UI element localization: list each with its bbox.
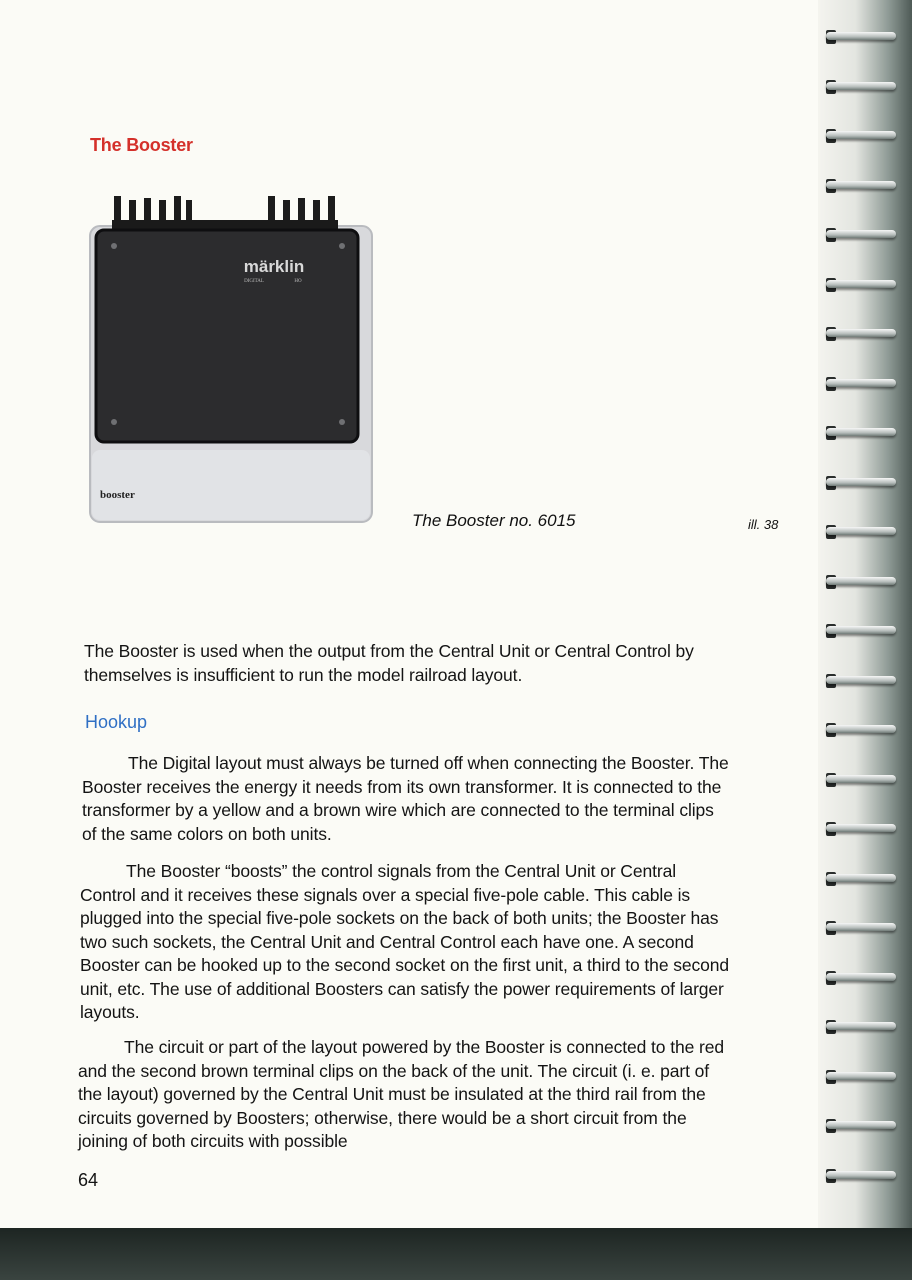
svg-text:HO: HO: [294, 279, 302, 284]
booster-device-illustration: [84, 190, 384, 530]
binding-ring: [826, 78, 896, 96]
binding-ring: [826, 424, 896, 442]
binding-ring: [826, 226, 896, 244]
binding-ring: [826, 969, 896, 987]
hookup-heading: Hookup: [85, 712, 148, 732]
binding-ring: [826, 177, 896, 195]
page-edge-shadow: [0, 1228, 912, 1280]
svg-text:märklin: märklin: [243, 257, 305, 276]
section-title: The Booster: [90, 135, 193, 155]
device-label: booster: [100, 489, 135, 501]
binding-ring: [826, 1117, 896, 1135]
hookup-paragraph: The circuit or part of the layout powered by the Booster is connected to the red and the second brown terminal clips on the back of the unit. The circuit (i. e. part of the layout) governed by the Central Unit must be insulated at the third rail from the circuits governed by Boosters; otherwise, there would be a short circuit from the joining of both circuits with possible: [78, 1037, 724, 1151]
hookup-paragraph: The Digital layout must always be turned off when connecting the Booster. The Booster receives the energy it needs from its own transformer. It is connected to the transformer by a yellow and a brown wire which are connected to the terminal clips of the same colors on both units.: [82, 753, 729, 844]
hookup-paragraph: The Booster “boosts” the control signals from the Central Unit or Central Control and it receives these signals over a special five-pole cable. This cable is plugged into the special five-pole sockets on the back of both units; the Booster has two such sockets, the Central Unit and Central Control each have one. A second Booster can be hooked up to the second socket on the first unit, a third to the second unit, etc. The use of additional Boosters can satisfy the power requirements of larger layouts.: [80, 861, 730, 1022]
binding-ring: [826, 127, 896, 145]
figure-caption: The Booster no. 6015: [412, 511, 576, 530]
binding-ring: [826, 919, 896, 937]
binding-ring: [826, 276, 896, 294]
binding-ring: [826, 1167, 896, 1185]
binding-ring: [826, 573, 896, 591]
binding-ring: [826, 820, 896, 838]
binding-ring: [826, 721, 896, 739]
binding-ring: [826, 375, 896, 393]
binding-ring: [826, 474, 896, 492]
binding-ring: [826, 771, 896, 789]
intro-paragraph: The Booster is used when the output from the Central Unit or Central Control by themselves is insufficient to run the model railroad layout.: [84, 641, 694, 685]
booster-photo: [84, 190, 384, 530]
page-number: 64: [78, 1170, 99, 1190]
binding-ring: [826, 28, 896, 46]
binding-ring: [826, 523, 896, 541]
binding-ring: [826, 1068, 896, 1086]
binding-ring: [826, 672, 896, 690]
binding-ring: [826, 622, 896, 640]
binding-ring: [826, 870, 896, 888]
illustration-number: ill. 38: [748, 517, 779, 532]
svg-text:DIGITAL: DIGITAL: [244, 279, 264, 284]
binding-ring: [826, 1018, 896, 1036]
binding-ring: [826, 325, 896, 343]
